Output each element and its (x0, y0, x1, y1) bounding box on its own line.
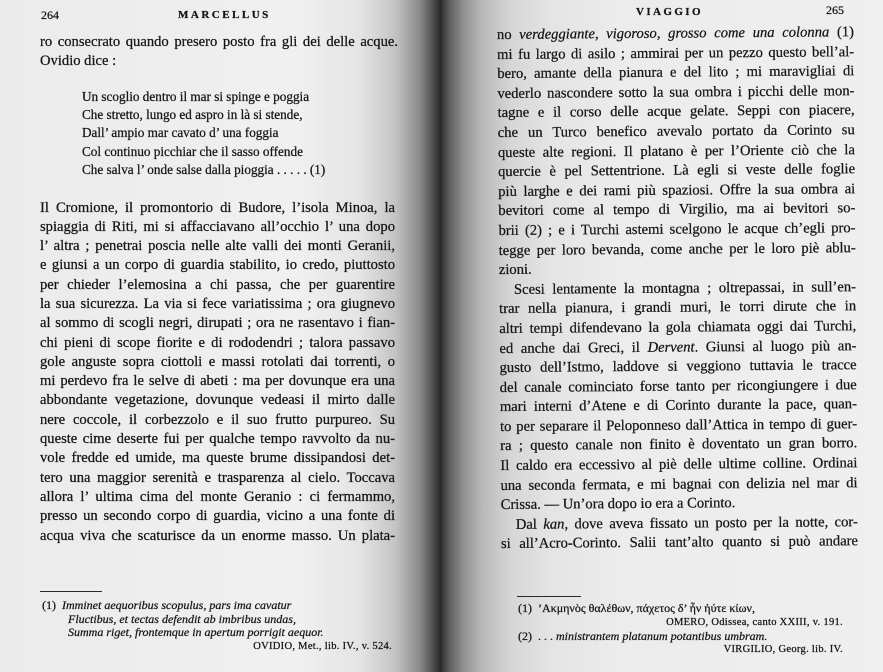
text-segment: , dove aveva fissato un posto per la notte, cor- (564, 514, 858, 533)
text-line: chi pieni di scope fiorite e di rododendri ; talora passavo (40, 334, 395, 351)
text-line: mi fu largo di asilo ; ammirai per un pezzo questo bell’al- (497, 43, 855, 63)
left-page (0, 0, 441, 672)
text-line: gusto dell’Istmo, laddove si veggiono tuttavia le tracce (499, 357, 857, 377)
italic-segment: Dervent (647, 339, 695, 356)
verse-line: Un scoglio dentro il mar si spinge e poggia (82, 89, 310, 104)
text-line: Il Cromione, il promontorio di Budore, l’isola Minoa, la (40, 199, 395, 216)
text-line: ra ; questo canale non finito è doventato un gran borro. (500, 435, 858, 455)
footnote-marker: (1) (518, 601, 532, 616)
footnotes (518, 602, 843, 657)
text-line: altri tempi difendevano la gola chiamata oggi dai Turchi, (499, 318, 857, 338)
footnote-rule (517, 596, 581, 597)
text-line: quercie è pel Settentrione. Là egli si veste delle foglie (498, 161, 856, 181)
text-line: bero, amante della pianura e del lito ; mi maravigliai di (497, 63, 855, 83)
footnotes (42, 599, 392, 653)
text-line: allora l’ ultima cima del monte Geranio : ci fermammo, (40, 488, 395, 505)
text-line: ro consecrato quando presero posto fra gli dei delle acque. (40, 33, 398, 50)
text-line: mi perdevo fra le selve di abeti : ma per dovunque era una (40, 373, 395, 390)
intro-text (40, 33, 398, 71)
italic-segment: verdeggiante, vigoroso, grosso come una colonna (519, 24, 830, 44)
footnote-rule (40, 591, 102, 592)
text-line: gole anguste sopra ciottoli e massi rotolati dai torrenti, o (40, 353, 395, 370)
footnote-text: Summa riget, frontemque in apertum porrigit aequor. (68, 625, 324, 640)
text-line: tero una maggior serenità e trasparenza al cielo. Toccava (40, 469, 395, 486)
text-line: to per separare il Peloponneso dall’Attica in tempo di guer- (500, 416, 858, 436)
footnote-text: Imminet aequoribus scopulus, pars ima cavatur (62, 598, 292, 613)
text-line: brii (2) ; e i Turchi astemi scelgono le acque ch’egli pro- (498, 220, 856, 240)
text-line: trar nella pianura, i grandi muri, le torri dirute che in (499, 298, 857, 318)
footnote-ellipsis: . . . (538, 628, 553, 643)
verse-line: Col continuo picchiar che il sasso offende (82, 143, 303, 159)
text-line: Crissa. — Un’ora dopo io era a Corinto. (500, 495, 736, 514)
text-line: si all’Acro-Corinto. Salii tant’alto quanto si può andare (500, 533, 859, 553)
verse-line: Dall’ ampio mar cavato d’ una foggia (82, 125, 279, 141)
text-line: mari interni d’Atene e di Corinto durante la pace, quan- (499, 396, 857, 416)
text-line: spiaggia di Riti, mi si affacciavano all’occhio l’ una dopo (40, 218, 395, 235)
text-line: l’ altra ; penetrai poscia nelle alte valli dei monti Geranii, (40, 238, 395, 255)
text-line: queste alte regioni. Il platano è per l’Oriente ciò che la (497, 141, 855, 161)
text-line: per chieder l’elemosina a chi passa, che per guarentire (40, 276, 395, 293)
text-line: al sommo di scogli negri, dirupati ; ora ne rasentavo i fian- (40, 315, 395, 332)
footnote-text: ’Ακμηνὸς θαλέθων, πάχετος δ’ ἦν ἠύτε κίων, (538, 601, 755, 616)
text-line: più larghe e dei rami più spaziosi. Offre la sua ombra ai (498, 181, 856, 200)
footnote-marker: (1) (42, 598, 56, 613)
footnote-line (518, 630, 843, 644)
footnote-citation: OVIDIO, Met., lib. IV., v. 524. (253, 640, 392, 652)
footnote-citation: VIRGILIO, Georg. lib. IV. (723, 644, 843, 656)
running-head: MARCELLUS (178, 9, 271, 21)
footnote-line (42, 626, 392, 640)
text-line: acqua viva che scaturisce da un enorme masso. Un plata- (40, 527, 395, 544)
footnote-line (42, 613, 392, 627)
text-line: tegge per loro bevanda, come anche per le loro piè ablu- (498, 239, 856, 259)
text-line: Il caldo era eccessivo al piè delle ultime colline. Ordinai (500, 455, 858, 475)
italic-segment: kan (543, 516, 565, 533)
text-line: Scesi lentamente la montagna ; oltrepassai, in sull’en- (513, 279, 857, 298)
verse-line: Che salva l’ onde salse dalla pioggia . . . . . (1) (82, 161, 326, 177)
text-line: zioni. (498, 262, 532, 279)
text-line: abbondante vegetazione, dovunque vedeasi il mirto dalle (40, 392, 395, 409)
footnote-reference: (1) (829, 24, 855, 41)
text-line: vole fredde ed umide, ma queste brume dissipandosi det- (40, 450, 395, 467)
right-page (441, 0, 883, 672)
text-line: la sua sicurezza. La via si fece variatissima ; ora giugnevo (40, 295, 395, 312)
page-number: 265 (826, 3, 844, 17)
text-segment: Dal (515, 516, 544, 533)
text-segment: ed anche dai Greci, il (499, 339, 648, 357)
text-line: queste cime deserte fui per qualche tempo ravvolto da nu- (40, 431, 395, 448)
text-line: vederlo nascondere sotto la sua ombra i picchi delle mon- (497, 83, 855, 102)
text-line: nere coccole, il corbezzolo e il suo frutto purpureo. Su (40, 411, 395, 428)
footnote-text: ministrantem platanum potantibus umbram. (556, 628, 768, 643)
text-line: presso un secondo corpo di guardia, vicino a una fonte di (40, 508, 395, 525)
text-line: una seconda fermata, e mi bagnai con delizia nel mar di (500, 475, 858, 494)
text-line: del canale cominciato forse tanto per ricongiungere i due (499, 377, 857, 396)
text-line: Ovidio dice : (40, 52, 117, 69)
text-segment: no (496, 27, 520, 44)
text-line (497, 23, 854, 45)
text-line: e giunsi a un corpo di guardia stabilito, io credo, piuttosto (40, 257, 395, 274)
footnote-line (42, 599, 392, 613)
text-line: bevitori come al tempo di Virgilio, ma ai bevitori so- (498, 200, 856, 220)
footnote-text: Fluctibus, et tectas defendit ab imbribus undas, (68, 611, 296, 626)
footnote-line (518, 602, 843, 616)
verse-line: Che stretto, lungo ed aspro in là si stende, (82, 107, 303, 123)
body-paragraph (40, 199, 395, 546)
page-number: 264 (41, 8, 59, 22)
running-head: VIAGGIO (636, 6, 703, 18)
text-line: tagne e il corso delle acque gelate. Seppi con piacere, (497, 102, 855, 122)
footnote-citation: OMERO, Odissea, canto XXIII, v. 191. (666, 616, 843, 628)
text-segment: . Giunsi al luogo più an- (694, 337, 857, 356)
verse-quotation (82, 88, 325, 179)
footnote-marker: (2) (518, 628, 532, 643)
text-line: che un Turco benefico avevalo portato da Corinto su (497, 122, 855, 142)
body-text (497, 23, 858, 555)
